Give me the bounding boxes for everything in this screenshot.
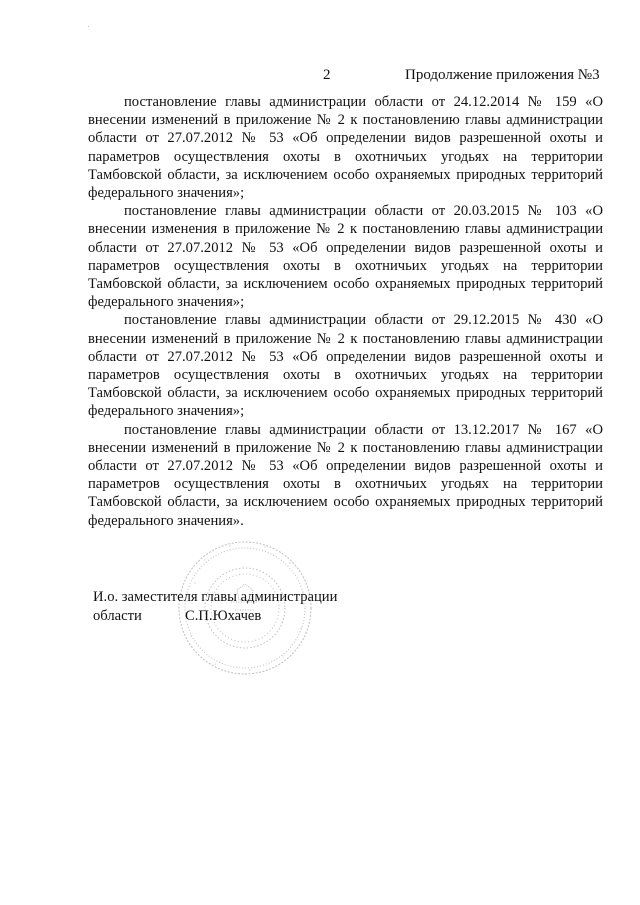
signatory-position-continued: области bbox=[93, 608, 142, 624]
signature-block bbox=[93, 588, 337, 626]
signatory-position: И.о. заместителя главы администрации bbox=[93, 589, 338, 605]
document-body bbox=[88, 93, 603, 530]
resolution-paragraph: постановление главы администрации области от 29.12.2015 № 430 «О внесении изменений в приложение № 2 к постановлению главы администрации области от 27.07.2012 № 53 «Об определении видов разрешенной охоты и параметров осуществления охоты в охотничьих угодьях на территории Тамбовской области, за исключением особо охраняемых природных территорий федерального значения»; bbox=[88, 312, 603, 420]
page-number: 2 bbox=[323, 67, 331, 83]
resolution-paragraph: постановление главы администрации области от 24.12.2014 № 159 «О внесении изменений в приложение № 2 к постановлению главы администрации области от 27.07.2012 № 53 «Об определении видов разрешенной охоты и параметров осуществления охоты в охотничьих угодьях на территории Тамбовской области, за исключением особо охраняемых природных территорий федерального значения»; bbox=[88, 94, 603, 202]
signatory-name: С.П.Юхачев bbox=[185, 608, 262, 624]
signature-line bbox=[93, 607, 337, 626]
resolution-paragraph: постановление главы администрации области от 13.12.2017 № 167 «О внесении изменений в приложение № 2 к постановлению главы администрации области от 27.07.2012 № 53 «Об определении видов разрешенной охоты и параметров осуществления охоты в охотничьих угодьях на территории Тамбовской области, за исключением особо охраняемых природных территорий федерального значения». bbox=[88, 421, 603, 529]
resolution-paragraph: постановление главы администрации области от 20.03.2015 № 103 «О внесении изменения в приложение № 2 к постановлению главы администрации области от 27.07.2012 № 53 «Об определении видов разрешенной охоты и параметров осуществления охоты в охотничьих угодьях на территории Тамбовской области, за исключением особо охраняемых природных территорий федерального значения»; bbox=[88, 203, 603, 311]
scan-mark bbox=[88, 26, 89, 27]
continuation-heading: Продолжение приложения №3 bbox=[405, 67, 600, 83]
